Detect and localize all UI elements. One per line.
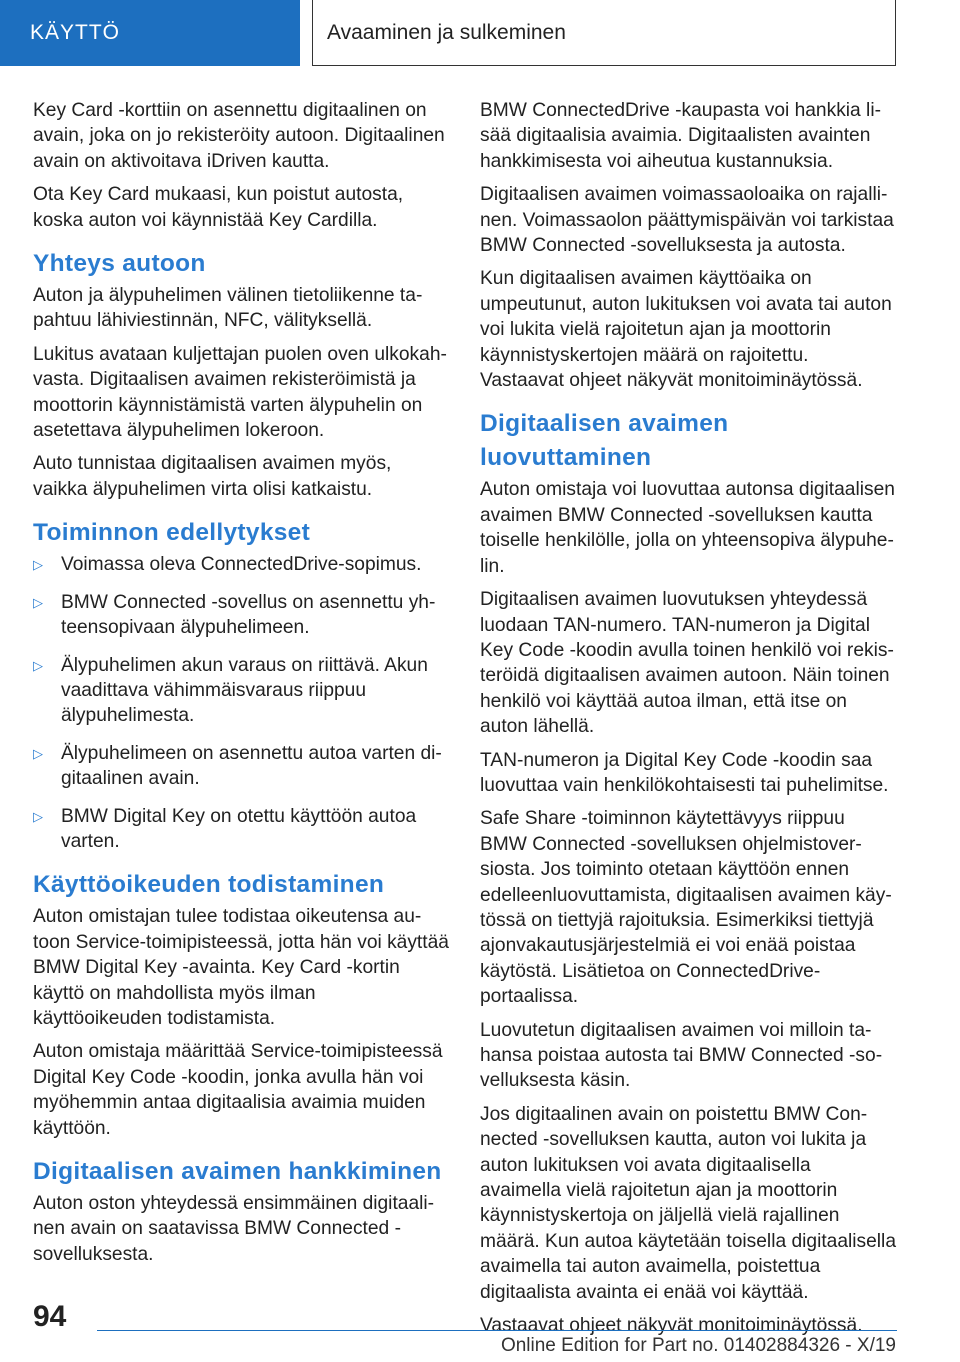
list-item-text: Älypuhelimen akun varaus on riittävä. Akun vaadittava vähimmäisvaraus riippuu älypuhelimesta. xyxy=(61,654,428,727)
paragraph: Digitaalisen avaimen luovutuksen yhteydessä luodaan TAN-numero. TAN-numeron ja Digital Key Code -koodin avulla toinen henkilö voi rekisteröidä digitaalisen avaimen autoon. Näin toinen henkilö voi käyttää autoa ilman, että itse on auton lähellä. xyxy=(480,589,894,738)
section-tab: KÄYTTÖ xyxy=(0,0,300,66)
heading-acquire: Digitaalisen avaimen hankkiminen xyxy=(33,1158,442,1185)
paragraph: Auto tunnistaa digitaalisen avaimen myös, vaikka älypuhelimen virta olisi katkaistu. xyxy=(33,453,392,500)
paragraph: Jos digitaalinen avain on poistettu BMW Connected -sovelluksen kautta, auton voi lukita ja auton lukituksen voi avata digitaalisella avaimella vielä rajoitetun ajan ja moottorin käynnistyskertoja on jäljellä vielä rajallinen määrä. Kun autoa käytetään toisella digitaalisella avaimella tai auton avaimella, poistettua digitaalista avainta ei enää voi käyttää. xyxy=(480,1103,896,1303)
paragraph: Kun digitaalisen avaimen käyttöaika on umpeutunut, auton lukituksen voi avata tai auton voi lukita vielä rajoitetun ajan ja moottorin käynnistyskertojen määrä on rajoitettu. Vastaavat ohjeet näkyvät monitoiminäytössä. xyxy=(480,268,892,392)
triangle-bullet-icon: ▷ xyxy=(33,808,43,824)
list-item xyxy=(33,552,449,577)
heading-transfer: Digitaalisen avaimen luovuttaminen xyxy=(480,410,729,472)
page-header xyxy=(0,0,960,66)
list-item xyxy=(33,590,449,641)
paragraph: Key Card -korttiin on asennettu digitaalinen on avain, joka on jo rekisteröity autoon. Digitaalinen avain on aktivoitava iDriven kautta. xyxy=(33,100,445,172)
list-item xyxy=(33,804,449,855)
heading-rights: Käyttöoikeuden todistaminen xyxy=(33,871,385,899)
right-column xyxy=(480,98,896,1346)
triangle-bullet-icon: ▷ xyxy=(33,745,43,761)
list-item xyxy=(33,653,449,729)
paragraph: Auton omistaja voi luovuttaa autonsa digitaalisen avaimen BMW Connected -sovelluksen kautta toiselle henkilölle, jolla on yhteensopiva älypuhelin. xyxy=(480,479,895,577)
requirements-list xyxy=(33,552,449,854)
list-item-text: Älypuhelimeen on asennettu autoa varten digitaalinen avain. xyxy=(61,742,442,790)
heading-connection: Yhteys autoon xyxy=(33,250,206,278)
list-item-text: BMW Digital Key on otettu käyttöön autoa varten. xyxy=(61,805,417,852)
left-column xyxy=(33,98,449,1275)
paragraph: TAN-numeron ja Digital Key Code -koodin saa luovuttaa vain henkilökohtaisesti tai puhelimitse. xyxy=(480,749,889,796)
paragraph: Lukitus avataan kuljettajan puolen oven ulkokahvasta. Digitaalisen avaimen rekisteröimistä ja moottorin käynnistämistä varten älypuhelin on asetettava älypuhelimen lokeroon. xyxy=(33,343,447,442)
triangle-bullet-icon: ▷ xyxy=(33,594,43,610)
edition-note: Online Edition for Part no. 01402884326 - X/19 xyxy=(500,1335,896,1356)
paragraph: Auton oston yhteydessä ensimmäinen digitaalinen avain on saatavissa BMW Connected -sovelluksesta. xyxy=(33,1193,435,1265)
paragraph: Luovutetun digitaalisen avaimen voi milloin tahansa poistaa autosta tai BMW Connected -sovelluksesta käsin. xyxy=(480,1019,883,1092)
footer-divider xyxy=(97,1330,897,1331)
triangle-bullet-icon: ▷ xyxy=(33,657,43,673)
paragraph: Vastaavat ohjeet näkyvät monitoiminäytössä. xyxy=(480,1315,863,1337)
paragraph: Ota Key Card mukaasi, kun poistut autosta, koska auton voi käynnistää Key Cardilla. xyxy=(33,184,404,231)
paragraph: Digitaalisen avaimen voimassaoloaika on rajallinen. Voimassaolon päättymispäivän voi tarkistaa BMW Connected -sovelluksesta ja autosta. xyxy=(480,184,894,257)
paragraph: BMW ConnectedDrive -kaupasta voi hankkia lisää digitaalisia avaimia. Digitaalisten avainten hankkimisesta voi aiheutua kustannuksia. xyxy=(480,100,881,172)
list-item xyxy=(33,741,449,792)
paragraph: Auton omistajan tulee todistaa oikeutensa autoon Service-toimipisteessä, jotta hän voi käyttää BMW Digital Key -avainta. Key Card -kortin käyttö on mahdollista myös ilman käyttöoikeuden todistamista. xyxy=(33,906,449,1029)
list-item-text: BMW Connected -sovellus on asennettu yhteensopivaan älypuhelimeen. xyxy=(61,591,436,639)
triangle-bullet-icon: ▷ xyxy=(33,557,43,573)
list-item-text: Voimassa oleva ConnectedDrive-sopimus. xyxy=(61,554,422,576)
paragraph: Auton omistaja määrittää Service-toimipisteessä Digital Key Code -koodin, jonka avulla hän voi myöhemmin antaa digitaalisia avaimia muiden käyttöön. xyxy=(33,1041,443,1139)
page-number: 94 xyxy=(33,1300,67,1333)
paragraph: Auton ja älypuhelimen välinen tietoliikenne tapahtuu lähiviestinnän, NFC, välityksellä. xyxy=(33,285,423,332)
chapter-title: Avaaminen ja sulkeminen xyxy=(312,0,896,66)
paragraph: Safe Share -toiminnon käytettävyys riippuu BMW Connected -sovelluksen ohjelmistoversiosta. Jos toiminto otetaan käyttöön ennen edelleenluovuttamista, digitaalisen avaimen käytössä on tiettyjä rajoituksia. Esimerkiksi tiettyjä ajonvakautusjärjestelmiä ei voi enää poistaa käytöstä. Lisätietoa on ConnectedDrive-portaalissa. xyxy=(480,808,892,1008)
heading-requirements: Toiminnon edellytykset xyxy=(33,519,311,547)
